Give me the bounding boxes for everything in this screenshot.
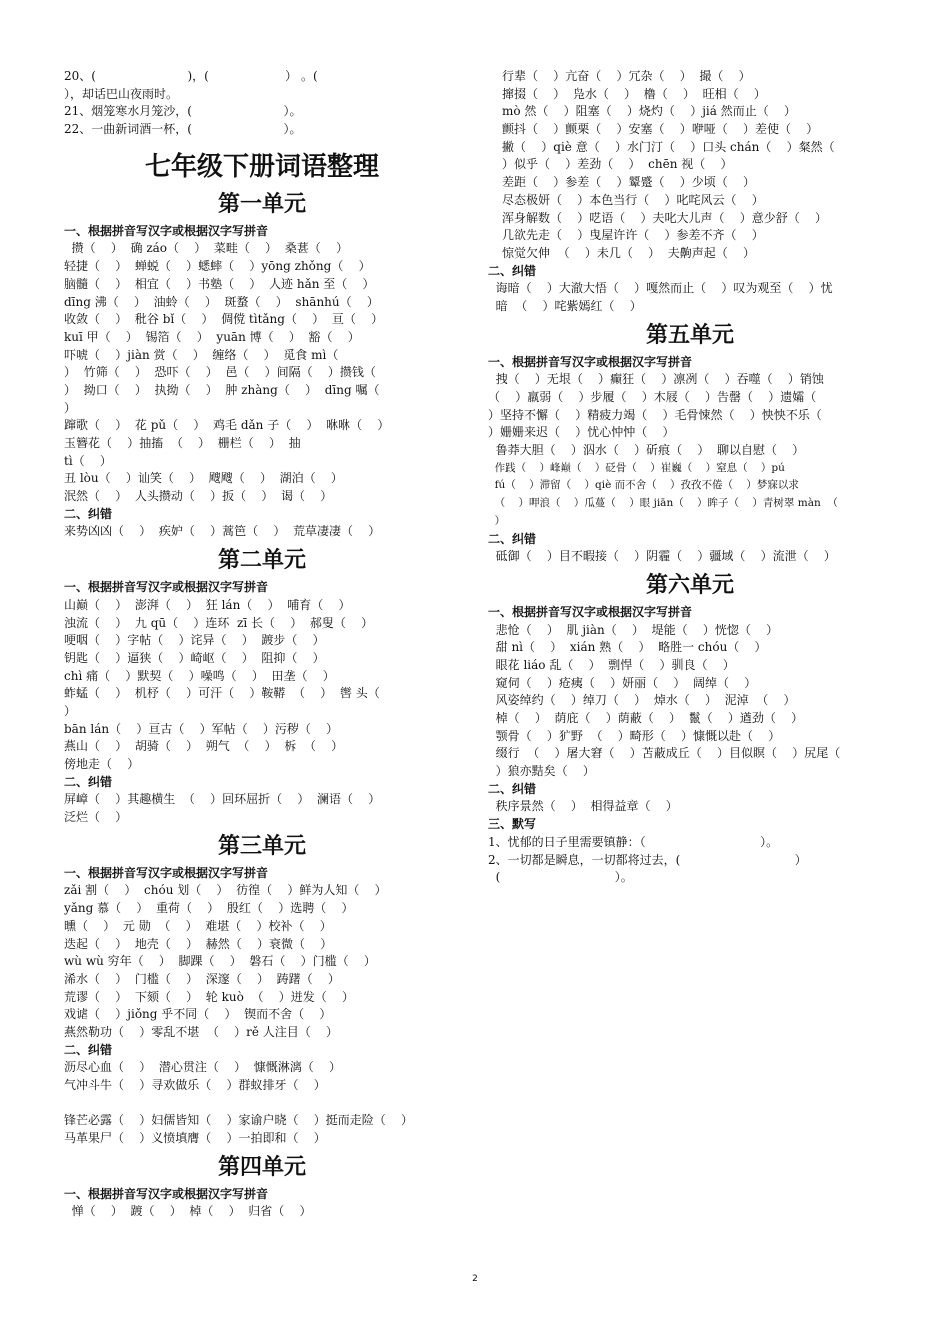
text-line: 浑身解数（ ）呓语（ ）夫叱大儿声（ ）意少舒（ ） [502,210,828,225]
unit-1-correction-list [64,523,460,541]
unit-5-word-list [488,371,892,459]
text-line: ）姗姗来迟（ ）忧心忡忡（ ） [488,425,675,440]
right-column [488,68,892,887]
text-line: 风姿绰约（ ）绰刀（ ） 焯水（ ） 泥淖 （ ） [488,693,796,708]
unit-4-word-list-continued [488,68,892,263]
text-line: 沥尽心血（ ） 潜心贯注（ ） 慷慨淋漓（ ） [64,1060,342,1075]
text-line: ） [64,703,77,718]
unit-6-section-1-heading: 一、根据拼音写汉字或根据汉字写拼音 [488,604,693,619]
unit-3-title: 第三单元 [217,833,306,859]
unit-2-title: 第二单元 [217,548,306,574]
text-line: 拽（ ）无垠（ ）癫狂（ ）凛冽（ ）吞噬（ ）销蚀 [488,372,824,387]
text-line: 浠水（ ） 门槛（ ） 深邃（ ） 踌躇（ ） [64,971,340,986]
text-line: 眼花 liáo 乱（ ） 剽悍（ ）驯良（ ） [488,657,735,672]
text-line: 丑 lòu（ ）讪笑（ ） 飕飕（ ） 湖泊（ ） [64,471,343,486]
text-line: ( ）。 [488,870,633,885]
unit-5-section-2-heading: 二、纠错 [488,531,537,546]
text-line: 吓唬（ ）jiàn 赏（ ） 缠络（ ） 觅食 mì（ [64,347,339,362]
text-line: ）坚持不懈（ ）精疲力竭（ ）毛骨悚然（ ）怏怏不乐（ [488,407,822,422]
unit-6-section-2-heading: 二、纠错 [488,781,537,796]
text-line: 暗 （ ）咤紫嫣红（ ） [488,298,642,313]
unit-4-section-1-heading: 一、根据拼音写汉字或根据汉字写拼音 [64,1186,269,1201]
text-line: 轻捷（ ） 蝉蜕（ ）蟋蟀（ ）yōng zhǒng（ ） [64,259,371,274]
text-line: 来势凶凶（ ） 疾妒（ ）蒿笆（ ） 荒草凄凄（ ） [64,524,381,539]
text-line: 蚱蜢（ ） 机杼（ ）可汗（ ）鞍鞯 （ ） 辔 头（ [64,686,380,701]
unit-4-section-2-heading: 二、纠错 [488,263,537,278]
text-line: 荒谬（ ） 下颏（ ） 轮 kuò （ ）迸发（ ） [64,989,354,1004]
text-line: 悲怆（ ） 肌 jiàn（ ） 堤能（ ）恍惚（ ） [488,622,779,637]
unit-5-section-1-heading: 一、根据拼音写汉字或根据汉字写拼音 [488,354,693,369]
unit-5-word-list-small [488,460,892,531]
unit-2-section-1-heading: 一、根据拼音写汉字或根据汉字写拼音 [64,580,269,595]
text-line: ），却话巴山夜雨时。 [64,86,179,101]
text-line: 行辈（ ）亢奋（ ）冗杂（ ） 撮（ ） [502,69,751,83]
page-number: 2 [472,1274,478,1284]
text-line: 21、烟笼寒水月笼沙，( ）。 [64,104,302,119]
text-line: ） [488,514,506,527]
text-line: 屏嶂（ ）其趣横生 （ ）回环屈折（ ） 澜语（ ） [64,792,381,807]
text-line: 浊流（ ） 九 qū（ ）连环 zī 长（ ） 郝叟（ ） [64,615,374,630]
text-line: 差距（ ）参差（ ）颦蹙（ ）少顷（ ） [502,175,756,190]
text-line: 诲暗（ ）大澈大悟（ ）嘎然而止（ ）叹为观至（ ）忧 [488,281,833,296]
unit-2-word-list [64,597,460,774]
text-line: ） 竹筛（ ） 恐吓（ ） 邑（ ）间隔（ ）攒钱（ [64,365,376,380]
text-line: 缀行 （ ）屠大窘（ ）苫蔽成丘（ ）目似瞑（ ）尻尾（ [488,746,841,761]
unit-3-section-2-heading: 二、纠错 [64,1042,113,1057]
unit-5-correction-list [488,548,892,566]
text-line: 鲁莽大胆（ ）泅水（ ）斫痕（ ） 聊以自慰（ ） [488,443,805,458]
unit-6-dictation-list [488,834,892,887]
text-line: ）狼亦黠矣（ ） [488,764,595,779]
poetry-fill-in-block [64,68,460,139]
text-line: 攒（ ） 确 záo（ ） 菜畦（ ） 桑葚（ ） [64,241,349,256]
text-line: 棹（ ） 荫庇（ ）荫蔽（ ） 鬣（ ）遒劲（ ） [488,711,804,725]
text-line: 收敛（ ） 秕谷 bǐ（ ） 倜傥 tìtǎng（ ） 亘（ ） [64,312,384,327]
unit-3-word-list [64,882,460,1041]
text-line: 哽咽（ ）字帖（ ）诧异（ ） 踱步（ ） [64,633,325,648]
text-line: 22、一曲新词酒一杯，( ）。 [64,122,302,137]
unit-3-correction-list [64,1059,460,1147]
unit-5-title: 第五单元 [645,322,734,348]
text-line: ） [64,400,77,415]
text-line: 蹿歌（ ） 花 pǔ（ ） 鸡毛 dǎn 子（ ） 咻咻（ ） [64,418,390,433]
text-line [64,1095,460,1113]
unit-1-word-list [64,240,460,505]
text-line: zǎi 割（ ） chóu 划（ ） 彷徨（ ）鲜为人知（ ） [64,883,387,898]
text-line: 钥匙（ ）逼狭（ ）崎岖（ ） 阻抑（ ） [64,650,325,665]
unit-6-word-list [488,622,892,781]
text-line: bān lán（ ）亘古（ ）军帖（ ）污秽（ ） [64,721,339,736]
text-line: wù wù 穷年（ ） 脚踝（ ） 磐石（ ）门槛（ ） [64,954,376,969]
text-line: ）似乎（ ）差劲（ ） chēn 视（ ） [502,157,733,172]
unit-1-section-2-heading: 二、纠错 [64,506,113,521]
unit-1-title: 第一单元 [217,191,306,217]
text-line: 迭起（ ） 地壳（ ） 赫然（ ）衰微（ ） [64,936,333,951]
text-line: 甜 nì（ ） xián 熟（ ） 略胜一 chóu（ ） [488,640,767,655]
text-line: 1、忧郁的日子里需要镇静：（ ）。 [488,834,779,849]
text-line: 曛（ ） 元 勋 （ ） 难堪（ ）校补（ ） [64,918,332,933]
text-line: ） 拗口（ ） 执拗（ ） 肿 zhàng（ ） dīng 嘱（ [64,382,380,397]
text-line: 20、( )，( ） 。( [64,69,318,83]
unit-6-correction-list [488,798,892,816]
unit-3-section-1-heading: 一、根据拼音写汉字或根据汉字写拼音 [64,865,269,880]
unit-1-section-1-heading: 一、根据拼音写汉字或根据汉字写拼音 [64,223,269,238]
text-line: 惮（ ） 踱（ ） 棹（ ） 归省（ ） [64,1204,312,1219]
text-line: 撺掇（ ） 凫水（ ） 橹（ ） 旺相（ ） [502,86,766,101]
text-line: chì 痛（ ）默契（ ）噪鸣（ ） 田垄（ ） [64,668,335,683]
text-line: mò 然（ ）阻塞（ ）烧灼（ ）jiá 然而止（ ） [502,104,796,119]
text-line: 脑髓（ ） 相宜（ ）书塾（ ） 人迹 hǎn 至（ ） [64,276,375,291]
text-line: 泯然（ ） 人头攒动（ ）扳（ ） 谒（ ） [64,489,333,504]
unit-2-correction-list [64,791,460,826]
text-line: fú（ ）滞留（ ）qiè 而不舍（ ）孜孜不倦（ ）梦寐以求 [488,479,799,492]
text-line: 傍地走（ ） [64,757,140,771]
text-line: yǎng 慕（ ） 重荷（ ） 殷红（ ）选聘（ ） [64,901,354,916]
text-line: 锋芒必露（ ）妇儒皆知（ ）家谕户晓（ ）挺而走险（ ） [64,1113,414,1128]
text-line: 颚骨（ ）犷野 （ ）畸形（ ）慷慨以赴（ ） [488,728,781,743]
text-line: dīng 沸（ ） 油蛉（ ） 斑蝥（ ） shānhú（ ） [64,294,379,309]
text-line: tì（ ） [64,453,112,468]
text-line: 颤抖（ ）颤栗（ ）安塞（ ）咿哑（ ）差使（ ） [502,122,819,137]
page-title: 七年级下册词语整理 [144,151,379,182]
text-line: 秩序景然（ ） 相得益章（ ） [488,799,678,814]
text-line: （ ）羸弱（ ）步履（ ）木屐（ ）告罄（ ）遗孀（ [488,390,817,404]
text-line: 窥伺（ ）疮痍（ ）妍丽（ ） 阔绰（ ） [488,675,757,690]
unit-4-word-list-start [64,1203,460,1221]
unit-6-title: 第六单元 [645,572,734,598]
text-line: kuī 甲（ ） 锡箔（ ） yuān 博（ ） 豁（ ） [64,329,360,344]
text-line: 作践（ ）峰巅（ ）砭骨（ ）崔巍（ ）窒息（ ）pú [488,461,785,474]
unit-4-correction-list [488,280,892,315]
text-line: 2、一切都是瞬息，一切都将过去，( ） [488,852,807,867]
text-line: 燕然勒功（ ）零乱不堪 （ ）rě 人注目（ ） [64,1024,339,1039]
text-line: 尽态极妍（ ）本色当行（ ）叱咤风云（ ） [502,192,764,207]
unit-4-title: 第四单元 [217,1154,306,1180]
text-line: 戏谑（ ）jiǒng 乎不同（ ） 锲而不舍（ ） [64,1007,332,1022]
text-line: 马革果尸（ ）义愤填膺（ ）一拍即和（ ） [64,1131,326,1146]
text-line: 泛烂（ ） [64,810,128,825]
text-line: 撇（ ）qiè 意（ ）水门汀（ ）口头 chán（ ）粲然（ [502,139,835,154]
text-line: 燕山（ ） 胡骑（ ） 朔气 （ ） 柝 （ ） [64,739,344,754]
text-line: 砥御（ ）目不暇接（ ）阴霾（ ）疆域（ ）流泄（ ） [488,549,836,564]
text-line: 气冲斗牛（ ）寻欢做乐（ ）群蚁排牙（ ） [64,1078,326,1092]
left-column [64,68,460,1221]
text-line: 惊觉欠伸 （ ）未几（ ） 夫齁声起（ ） [502,245,756,260]
unit-2-section-2-heading: 二、纠错 [64,774,113,789]
text-line: （ ）呷浪（ ）瓜蔓（ ）眼 jiān（ ）眸子（ ）青树翠 màn （ [488,497,838,510]
unit-6-section-3-heading: 三、默写 [488,817,537,832]
text-line: 山巅（ ） 澎湃（ ） 狂 lán（ ） 哺育（ ） [64,597,351,612]
text-line: 玉簪花（ ）抽搐 （ ） 栅栏（ ） 抽 [64,436,301,450]
text-line: 几欲先走（ ）曳屋许许（ ）参差不齐（ ） [502,228,764,243]
